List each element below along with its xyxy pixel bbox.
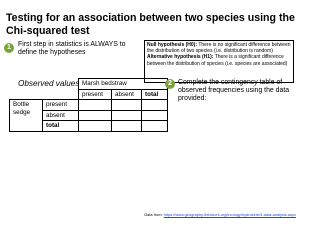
page-title: Testing for an association between two species using the Chi-squared test <box>6 12 295 37</box>
step-2-text: Complete the contingency table of observed frequencies using the data provided: <box>178 79 290 103</box>
cell-total-absent[interactable] <box>112 121 142 132</box>
alternative-hypothesis-text: There is a significant difference between the distribution of species (i.e. species are associated) <box>147 54 288 67</box>
null-hypothesis-text: There is no significant difference between the distribution of two species (i.e. distribution is random) <box>147 42 291 55</box>
cell-total-total[interactable] <box>142 121 168 132</box>
col-header-total: total <box>142 89 168 100</box>
step-2-badge: 2 <box>165 79 175 89</box>
cell-total-present[interactable] <box>79 121 112 132</box>
observed-values-label: Observed values <box>18 79 80 88</box>
cell-absent-total[interactable] <box>142 110 168 121</box>
null-hypothesis-label: Null hypothesis (H0): <box>147 42 198 48</box>
cell-present-total[interactable] <box>142 100 168 111</box>
row-header-absent: absent <box>43 110 79 121</box>
cell-present-absent[interactable] <box>112 100 142 111</box>
row-species-header: Bottle sedge <box>10 100 43 121</box>
cell-present-present[interactable] <box>79 100 112 111</box>
footer-prefix: Data from: <box>144 212 163 217</box>
step-1-text: First step in statistics is ALWAYS to define the hypotheses <box>18 41 126 57</box>
contingency-table <box>9 78 168 132</box>
col-header-absent: absent <box>112 89 142 100</box>
col-header-present: present <box>79 89 112 100</box>
data-source-footer <box>144 212 296 217</box>
hypotheses-box <box>144 40 294 83</box>
step-1-badge: 1 <box>4 43 14 53</box>
row-header-total: total <box>43 121 79 132</box>
row-header-present: present <box>43 100 79 111</box>
alternative-hypothesis-label: Alternative hypothesis (H1): <box>147 54 214 61</box>
data-source-link[interactable]: https://www.geography-fieldwork.org/ecology/hydrosere/4-data-analysis.aspx <box>163 212 296 217</box>
cell-absent-absent[interactable] <box>112 110 142 121</box>
cell-absent-present[interactable] <box>79 110 112 121</box>
col-species-header: Marsh bedstraw <box>79 79 168 90</box>
